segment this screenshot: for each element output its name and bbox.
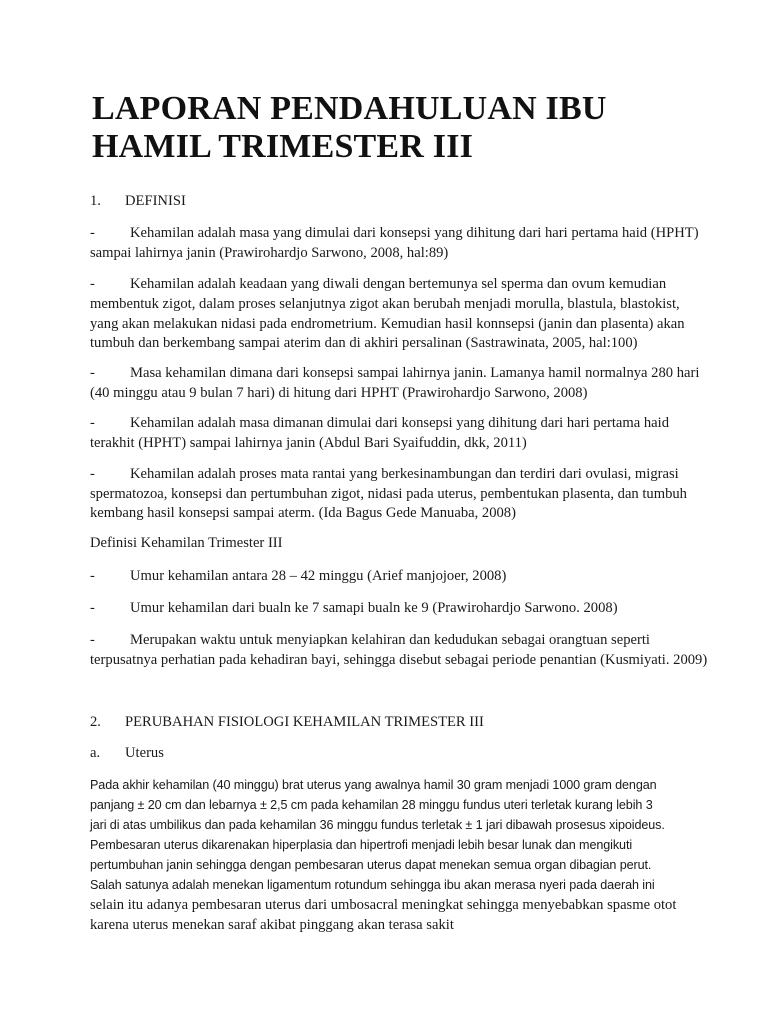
paragraph-line: jari di atas umbilikus dan pada kehamilan 36 minggu fundus terletak ± 1 jari dibawah prosesus xipoideus. [90,818,665,832]
section-2-heading [90,712,690,732]
section-number: 1. [90,193,101,209]
paragraph-line: Pembesaran uterus dikarenakan hiperplasia dan hipertrofi menjadi lebih besar lunak dan mengikuti [90,838,633,852]
paragraph-line: (40 minggu atau 9 bulan 7 hari) di hitung dari HPHT (Prawirohardjo Sarwono, 2008) [90,385,588,401]
paragraph-line: Kehamilan adalah proses mata rantai yang berkesinambungan dan terdiri dari ovulasi, migrasi [130,466,679,482]
bullet-dash: - [90,225,95,241]
bullet-dash: - [90,600,95,616]
paragraph-line: Kehamilan adalah masa dimanan dimulai dari konsepsi yang dihitung dari hari pertama haid [130,415,669,431]
section-title: PERUBAHAN FISIOLOGI KEHAMILAN TRIMESTER III [125,714,484,730]
title-line-2: HAMIL TRIMESTER III [92,128,474,165]
paragraph-line: Kehamilan adalah keadaan yang diwali dengan bertemunya sel sperma dan ovum kemudian [130,276,667,292]
subsection-letter: a. [90,745,101,761]
section-number: 2. [90,714,101,730]
definition-item-5 [90,464,690,484]
paragraph-line: Pada akhir kehamilan (40 minggu) brat uterus yang awalnya hamil 30 gram menjadi 1000 gram dengan [90,778,657,792]
trimester-item-3 [90,630,690,650]
section-1-heading [90,191,690,211]
subsection-title: Uterus [125,745,164,761]
paragraph-line: Masa kehamilan dimana dari konsepsi sampai lahirnya janin. Lamanya hamil normalnya 280 hari [130,365,700,381]
paragraph-line: terakhit (HPHT) sampai lahirnya janin (Abdul Bari Syaifuddin, dkk, 2011) [90,435,527,451]
paragraph-line: selain itu adanya pembesaran uterus dari umbosacral meningkat sehingga menyebabkan spasme otot [90,897,677,913]
paragraph-line: Kehamilan adalah masa yang dimulai dari konsepsi yang dihitung dari hari pertama haid (HPHT) [130,225,699,241]
paragraph-line: membentuk zigot, dalam proses selanjutnya zigot akan berubah menjadi morulla, blastula, blastokist, [90,296,680,312]
paragraph-line: kembang hasil konsepsi sampai aterm. (Ida Bagus Gede Manuaba, 2008) [90,505,516,521]
definition-item-3 [90,363,700,383]
bullet-dash: - [90,568,95,584]
bullet-dash: - [90,632,95,648]
definition-item-1 [90,223,699,243]
trimester-item-2 [90,598,690,618]
paragraph-line: panjang ± 20 cm dan lebarnya ± 2,5 cm pada kehamilan 28 minggu fundus uteri terletak kurang lebih 3 [90,798,653,812]
section-title: DEFINISI [125,193,186,209]
subheading-trimester-iii: Definisi Kehamilan Trimester III [90,535,283,551]
paragraph-line: spermatozoa, konsepsi dan pertumbuhan zigot, nidasi pada uterus, pembentukan plasenta, dan tumbuh [90,486,687,502]
paragraph-line: sampai lahirnya janin (Prawirohardjo Sarwono, 2008, hal:89) [90,245,449,261]
definition-item-4 [90,413,690,433]
subsection-uterus-heading [90,743,690,763]
paragraph-line: terpusatnya perhatian pada kehadiran bayi, sehingga disebut sebagai periode penantian (Kusmiyati. 2009) [90,652,708,668]
paragraph-line: yang akan melakukan nidasi pada endrometrium. Kemudian hasil konnsepsi (janin dan plasenta) akan [90,316,685,332]
paragraph-line: Salah satunya adalah menekan ligamentum rotundum sehingga ibu akan merasa nyeri pada daerah ini [90,878,655,892]
paragraph-line: tumbuh dan berkembang sampai aterim dan di akhiri persalinan (Sastrawinata, 2005, hal:100) [90,335,638,351]
paragraph-line: Umur kehamilan dari bualn ke 7 samapi bualn ke 9 (Prawirohardjo Sarwono. 2008) [130,600,618,616]
title-line-1: LAPORAN PENDAHULUAN IBU [92,90,607,127]
definition-item-2 [90,274,690,294]
bullet-dash: - [90,365,95,381]
bullet-dash: - [90,276,95,292]
document-title [92,90,712,166]
bullet-dash: - [90,415,95,431]
paragraph-line: Umur kehamilan antara 28 – 42 minggu (Arief manjojoer, 2008) [130,568,507,584]
paragraph-line: Merupakan waktu untuk menyiapkan kelahiran dan kedudukan sebagai orangtuan seperti [130,632,650,648]
paragraph-line: pertumbuhan janin sehingga dengan pembesaran uterus dapat menekan semua organ dibagian perut. [90,858,652,872]
bullet-dash: - [90,466,95,482]
trimester-item-1 [90,566,690,586]
paragraph-line: karena uterus menekan saraf akibat pinggang akan terasa sakit [90,917,454,933]
